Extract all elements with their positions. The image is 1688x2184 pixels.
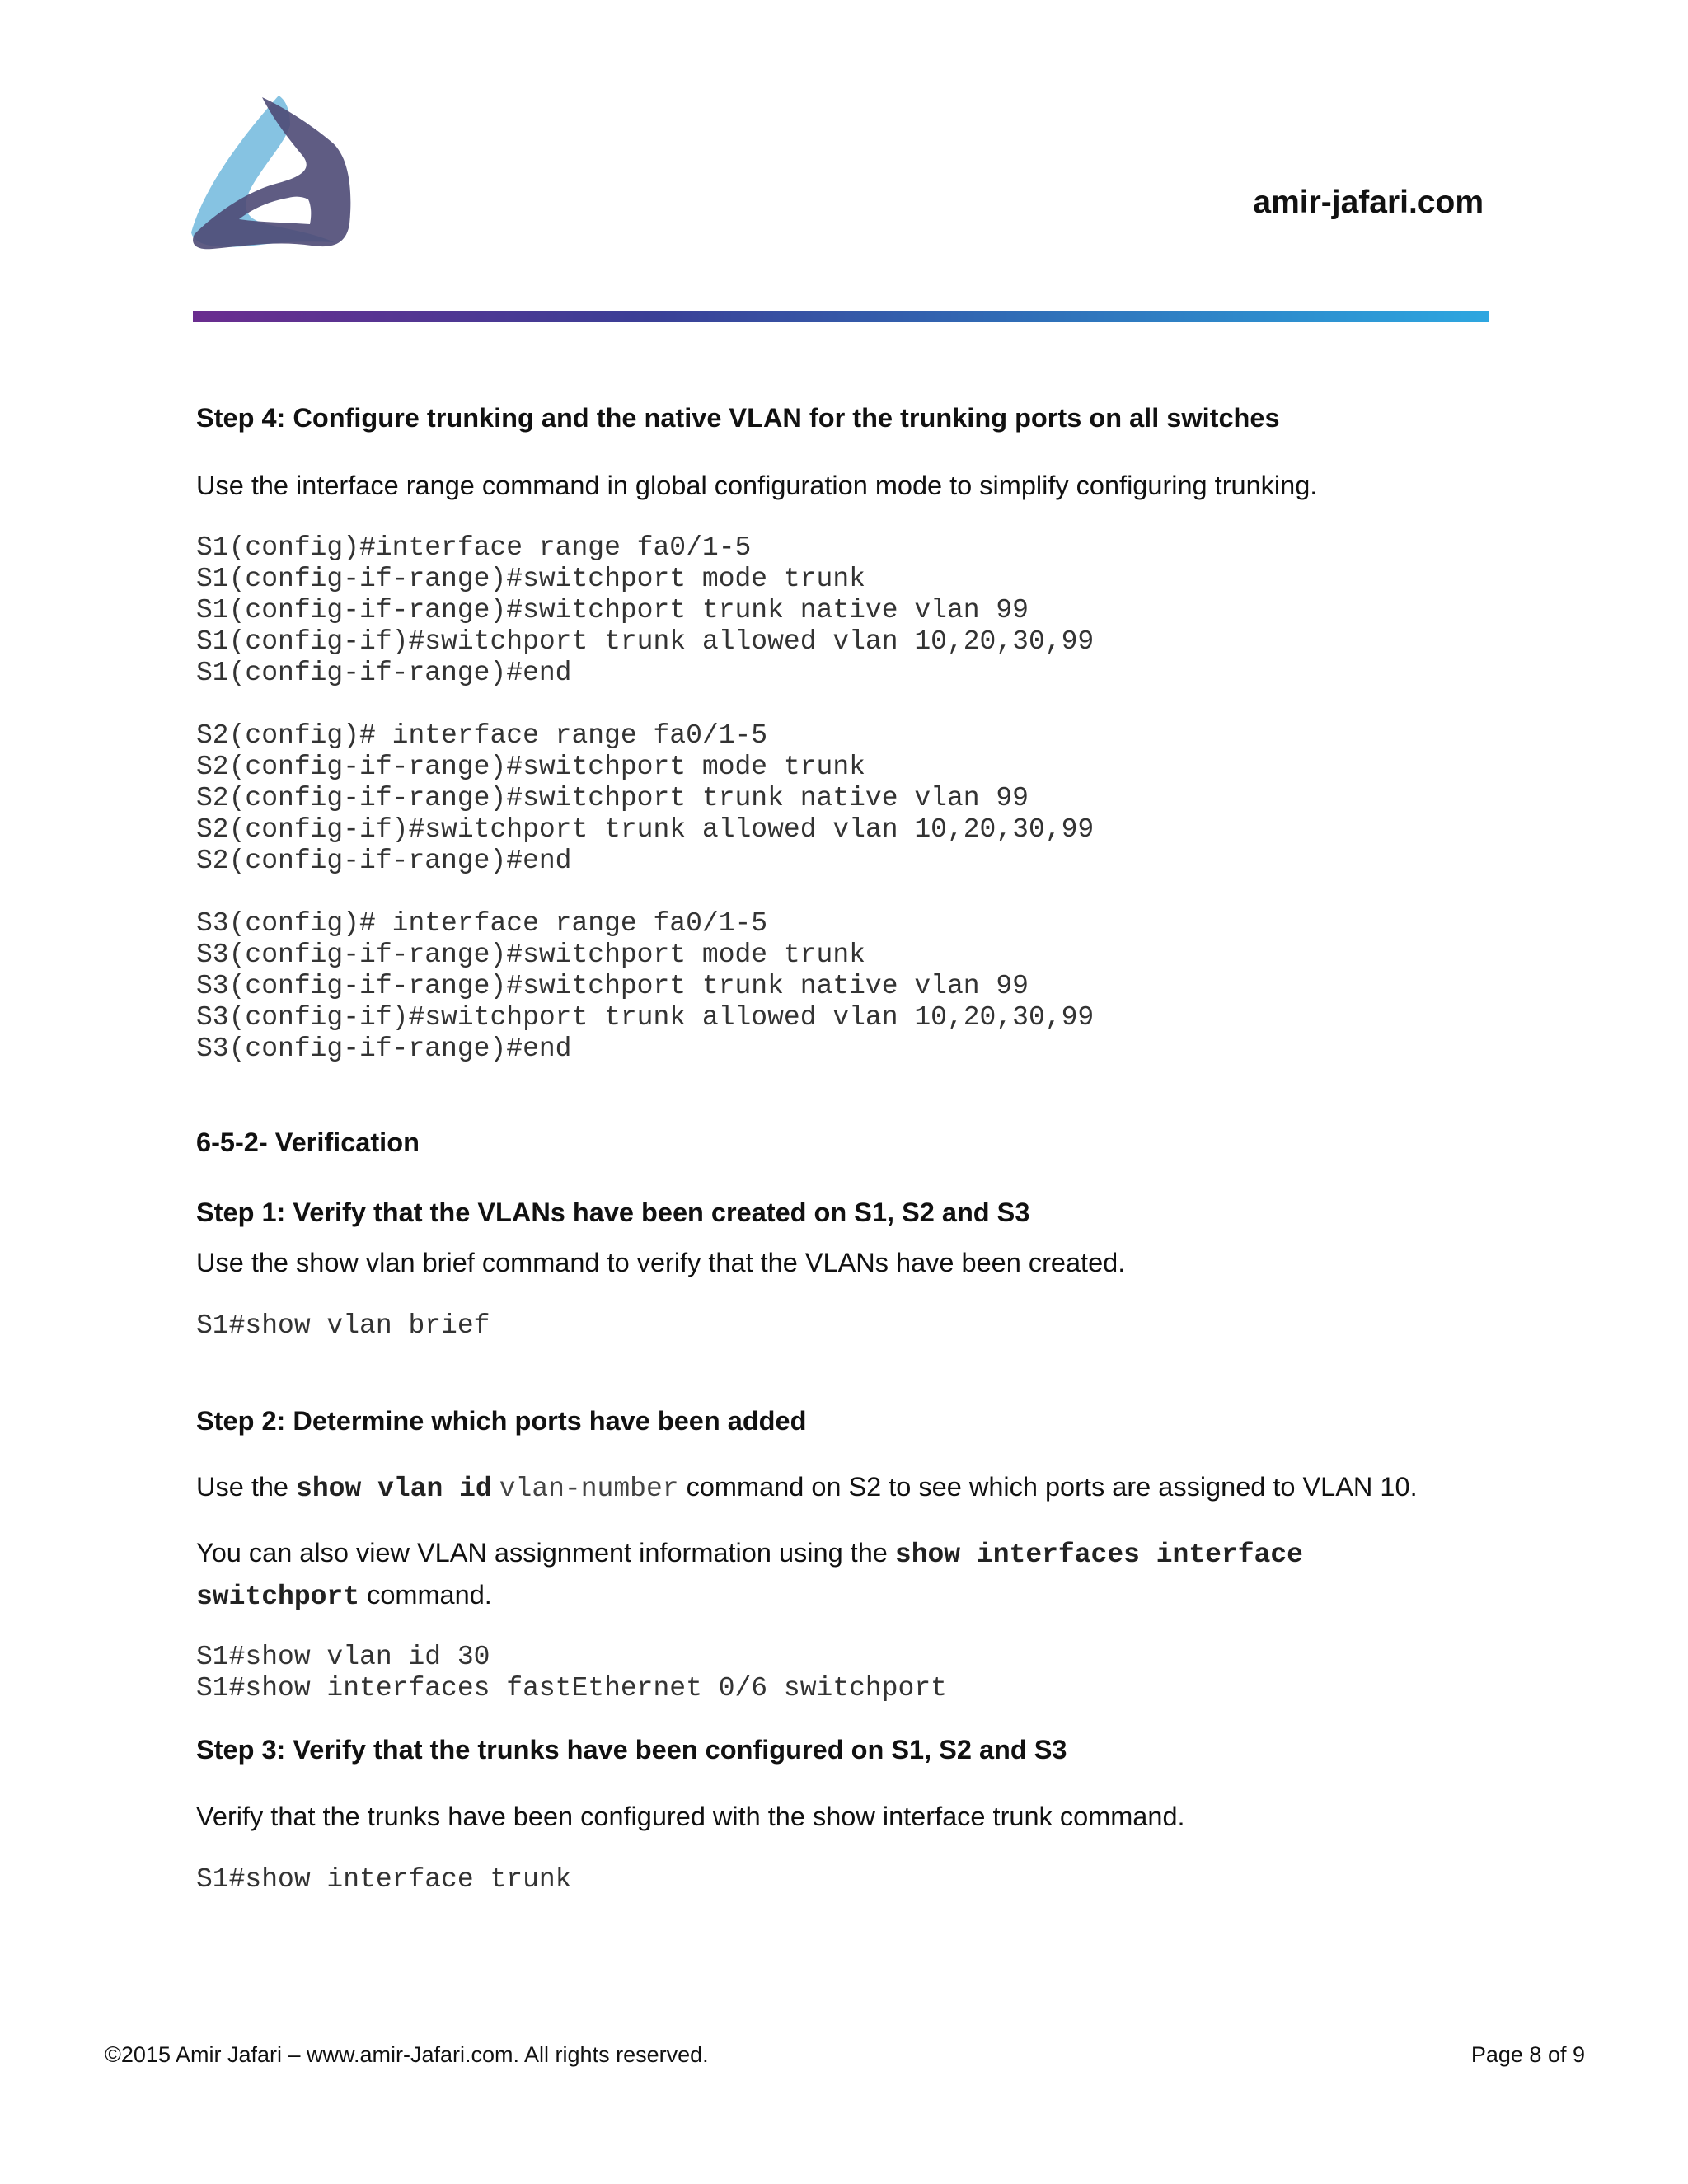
footer-copyright: ©2015 Amir Jafari – www.amir-Jafari.com. All rights reserved.	[105, 2042, 709, 2067]
vstep3-heading: Step 3: Verify that the trunks have been configured on S1, S2 and S3	[196, 1735, 1067, 1765]
vstep2-p2-command: show interfaces interface	[894, 1540, 1303, 1570]
brand-logo	[188, 92, 358, 254]
code-block-s1: S1(config)#interface range fa0/1-5 S1(config-if-range)#switchport mode trunk S1(config-if-range)#switchport trunk native vlan 99 S1(config-if)#switchport trunk allowed vlan 10,20,30,99 S1(config-if-range)#end	[196, 532, 1095, 688]
footer-page-number: Page 8 of 9	[1470, 2042, 1585, 2067]
step4-description: Use the interface range command in global configuration mode to simplify configuring trunking.	[196, 471, 1318, 500]
vstep2-p2-text-end: command.	[359, 1580, 492, 1610]
vstep1-heading: Step 1: Verify that the VLANs have been created on S1, S2 and S3	[196, 1197, 1030, 1227]
code-block-s2: S2(config)# interface range fa0/1-5 S2(config-if-range)#switchport mode trunk S2(config-if-range)#switchport trunk native vlan 99 S2(config-if)#switchport trunk allowed vlan 10,20,30,99 S2(config-if-range)#end	[196, 720, 1095, 876]
vstep2-p1-text-end: command on S2 to see which ports are assigned to VLAN 10.	[686, 1472, 1418, 1502]
vstep2-code: S1#show vlan id 30 S1#show interfaces fastEthernet 0/6 switchport	[196, 1642, 947, 1704]
vstep3-code: S1#show interface trunk	[196, 1864, 572, 1895]
vstep2-paragraph-2	[196, 1533, 1303, 1617]
vstep1-code: S1#show vlan brief	[196, 1310, 490, 1341]
vstep1-description: Use the show vlan brief command to verify that the VLANs have been created.	[196, 1248, 1126, 1277]
vstep2-p1-text: Use the	[196, 1472, 297, 1502]
verification-heading: 6-5-2- Verification	[196, 1127, 420, 1157]
step4-heading: Step 4: Configure trunking and the native VLAN for the trunking ports on all switches	[196, 403, 1280, 433]
vstep2-paragraph-1	[196, 1467, 1418, 1509]
header-rule	[193, 311, 1489, 322]
vstep2-p2-text: You can also view VLAN assignment information using the	[196, 1538, 895, 1568]
code-block-s3: S3(config)# interface range fa0/1-5 S3(config-if-range)#switchport mode trunk S3(config-if-range)#switchport trunk native vlan 99 S3(config-if)#switchport trunk allowed vlan 10,20,30,99 S3(config-if-range)#end	[196, 908, 1095, 1064]
vstep3-description: Verify that the trunks have been configured with the show interface trunk command.	[196, 1802, 1185, 1831]
vstep2-heading: Step 2: Determine which ports have been added	[196, 1406, 807, 1436]
site-name: amir-jafari.com	[1253, 185, 1484, 220]
vstep2-p2-command-cont: switchport	[196, 1582, 360, 1612]
vstep2-p1-argument: vlan-number	[499, 1474, 679, 1504]
vstep2-p1-command: show vlan id	[296, 1474, 492, 1504]
